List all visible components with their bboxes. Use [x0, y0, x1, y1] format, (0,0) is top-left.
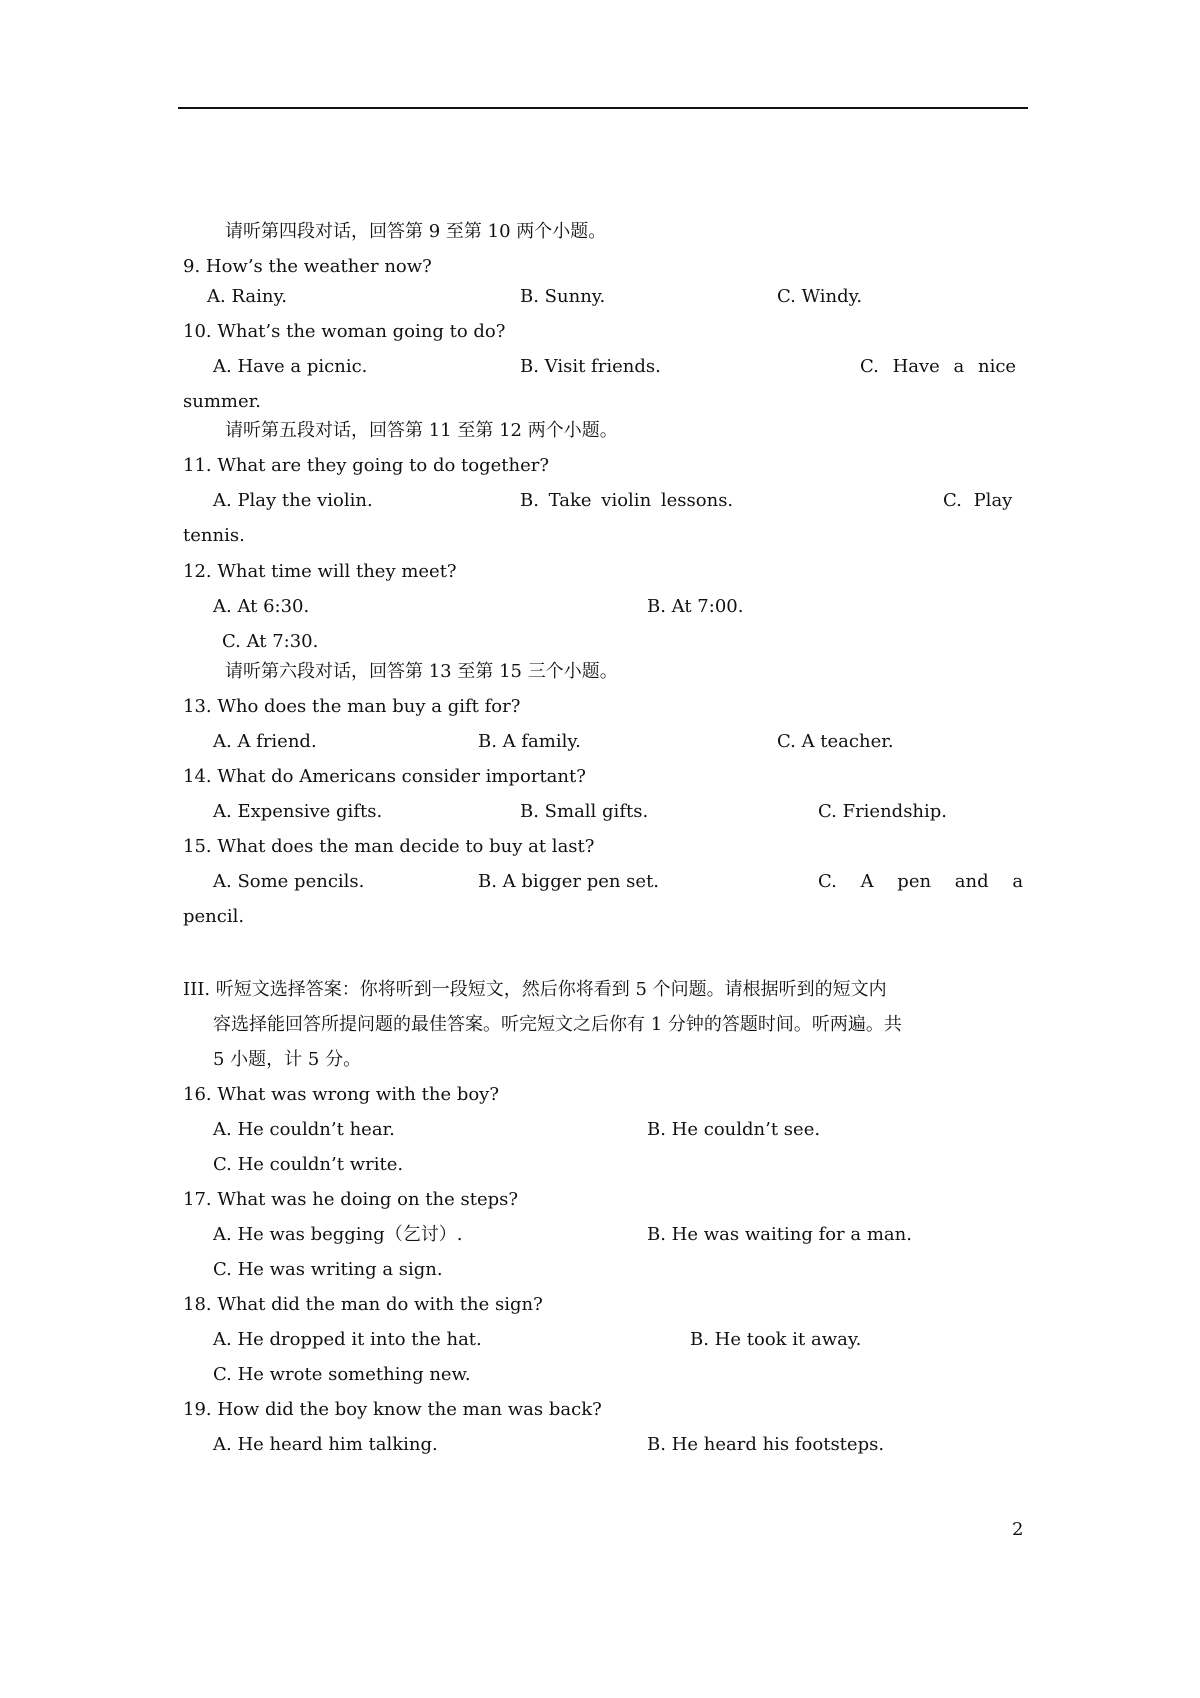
q16-option-b: B. He couldn’t see. — [647, 1119, 821, 1140]
q11-option-c-continued: tennis. — [183, 525, 245, 546]
q9-option-c: C. Windy. — [777, 286, 863, 307]
q18-option-c: C. He wrote something new. — [213, 1364, 471, 1385]
q16-option-c: C. He couldn’t write. — [213, 1154, 404, 1175]
question-14: 14. What do Americans consider important? — [183, 766, 586, 787]
header-rule — [178, 107, 1028, 109]
question-16: 16. What was wrong with the boy? — [183, 1084, 500, 1105]
q12-option-c: C. At 7:30. — [222, 631, 319, 652]
question-17: 17. What was he doing on the steps? — [183, 1189, 519, 1210]
question-13: 13. Who does the man buy a gift for? — [183, 696, 521, 717]
instruction-part-5: 请听第五段对话，回答第 11 至第 12 两个小题。 — [225, 420, 618, 441]
question-12: 12. What time will they meet? — [183, 561, 457, 582]
q13-option-b: B. A family. — [478, 731, 581, 752]
q14-option-a: A. Expensive gifts. — [213, 801, 383, 822]
q15-option-c: C. A pen and a — [818, 871, 1024, 892]
q14-option-c: C. Friendship. — [818, 801, 948, 822]
question-10: 10. What’s the woman going to do? — [183, 321, 506, 342]
q13-option-a: A. A friend. — [213, 731, 317, 752]
page-number: 2 — [1012, 1519, 1024, 1540]
q17-option-b: B. He was waiting for a man. — [647, 1224, 912, 1245]
q18-option-b: B. He took it away. — [690, 1329, 862, 1350]
q19-option-b: B. He heard his footsteps. — [647, 1434, 885, 1455]
q13-option-c: C. A teacher. — [777, 731, 894, 752]
q10-option-c-continued: summer. — [183, 391, 261, 412]
q17-option-a: A. He was begging（乞讨）. — [213, 1224, 463, 1245]
q10-option-b: B. Visit friends. — [520, 356, 661, 377]
q15-option-c-continued: pencil. — [183, 906, 245, 927]
question-15: 15. What does the man decide to buy at last? — [183, 836, 595, 857]
q15-option-a: A. Some pencils. — [213, 871, 365, 892]
instruction-part-6: 请听第六段对话，回答第 13 至第 15 三个小题。 — [225, 661, 618, 682]
q11-option-b: B. Take violin lessons. — [520, 490, 734, 511]
q10-option-a: A. Have a picnic. — [213, 356, 368, 377]
q11-option-c: C. Play — [943, 490, 1013, 511]
q19-option-a: A. He heard him talking. — [213, 1434, 438, 1455]
question-9: 9. How’s the weather now? — [183, 256, 432, 277]
q10-option-c: C. Have a nice — [860, 356, 1017, 377]
q11-option-a: A. Play the violin. — [213, 490, 373, 511]
question-19: 19. How did the boy know the man was back? — [183, 1399, 602, 1420]
q16-option-a: A. He couldn’t hear. — [213, 1119, 395, 1140]
q18-option-a: A. He dropped it into the hat. — [213, 1329, 482, 1350]
q9-option-b: B. Sunny. — [520, 286, 606, 307]
instruction-part-4: 请听第四段对话，回答第 9 至第 10 两个小题。 — [225, 221, 607, 242]
question-11: 11. What are they going to do together? — [183, 455, 550, 476]
section-3-heading-line-2: 容选择能回答所提问题的最佳答案。听完短文之后你有 1 分钟的答题时间。听两遍。共 — [213, 1014, 902, 1035]
section-3-heading-line-1: III. 听短文选择答案：你将听到一段短文，然后你将看到 5 个问题。请根据听到的短文内 — [183, 979, 887, 1000]
q12-option-b: B. At 7:00. — [647, 596, 744, 617]
q17-option-c: C. He was writing a sign. — [213, 1259, 443, 1280]
question-18: 18. What did the man do with the sign? — [183, 1294, 543, 1315]
section-3-heading-line-3: 5 小题，计 5 分。 — [213, 1049, 362, 1070]
q15-option-b: B. A bigger pen set. — [478, 871, 660, 892]
q14-option-b: B. Small gifts. — [520, 801, 649, 822]
q9-option-a: A. Rainy. — [207, 286, 287, 307]
q12-option-a: A. At 6:30. — [213, 596, 310, 617]
